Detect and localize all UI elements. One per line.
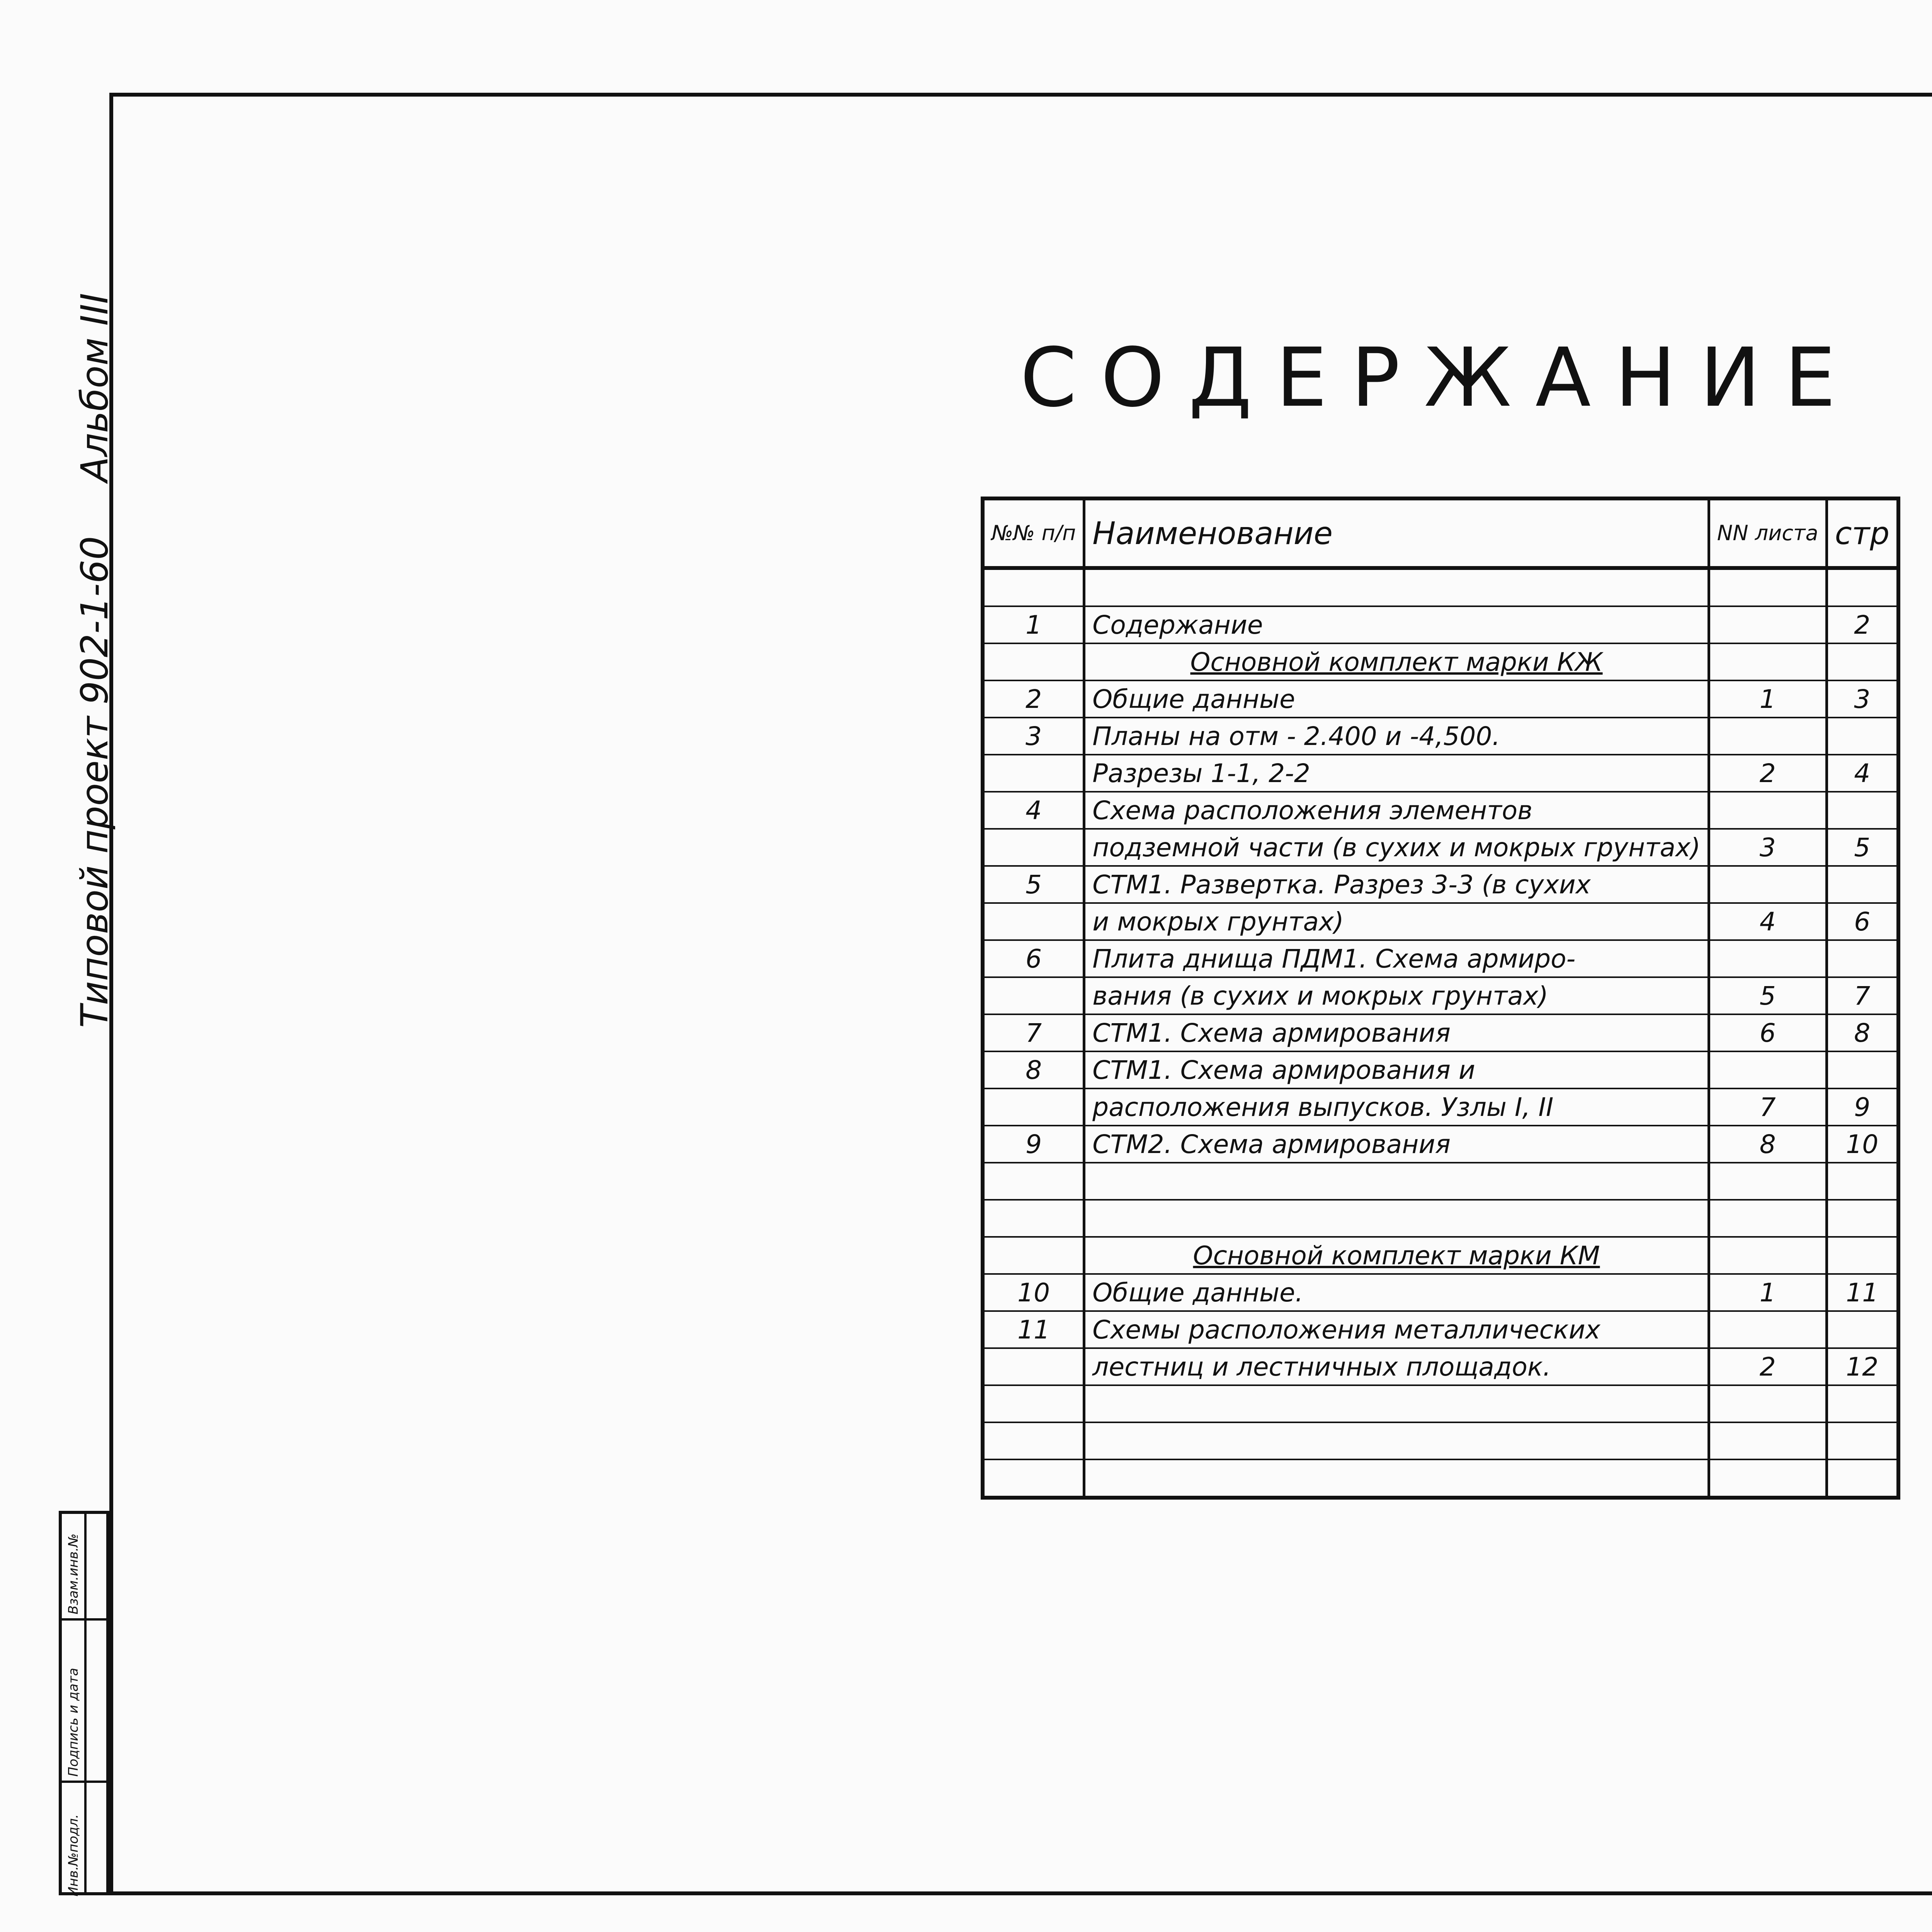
- row-sheet: [1709, 1051, 1827, 1088]
- row-page: [1827, 1311, 1898, 1348]
- row-page: 9: [1827, 1088, 1898, 1126]
- row-number: [983, 643, 1084, 680]
- row-name: Общие данные.: [1084, 1274, 1709, 1311]
- row-name: СТМ1. Схема армирования и: [1084, 1051, 1709, 1088]
- row-name: [1084, 1385, 1709, 1422]
- row-sheet: 4: [1709, 903, 1827, 940]
- row-sheet: [1709, 568, 1827, 606]
- row-name: и мокрых грунтах): [1084, 903, 1709, 940]
- row-page: [1827, 792, 1898, 829]
- table-row: [983, 1014, 1898, 1051]
- row-name: [1084, 1459, 1709, 1498]
- table-row: [983, 718, 1898, 755]
- table-row: [983, 1274, 1898, 1311]
- row-number: [983, 977, 1084, 1014]
- section-row: [983, 643, 1898, 680]
- row-name: СТМ1. Развертка. Разрез 3-3 (в сухих: [1084, 866, 1709, 903]
- row-name: [1084, 1200, 1709, 1237]
- row-sheet: 2: [1709, 1348, 1827, 1385]
- row-sheet: 7: [1709, 1088, 1827, 1126]
- table-row: [983, 940, 1898, 977]
- stamp-label-replace: Взам.инв.№: [66, 1533, 81, 1614]
- row-page: [1827, 866, 1898, 903]
- row-sheet: [1709, 940, 1827, 977]
- header-page: стр: [1827, 498, 1898, 568]
- row-name: Основной комплект марки КМ: [1084, 1237, 1709, 1274]
- row-number: 1: [983, 606, 1084, 643]
- row-sheet: [1709, 792, 1827, 829]
- row-number: [983, 1459, 1084, 1498]
- side-caption: [66, 294, 124, 1028]
- row-sheet: 6: [1709, 1014, 1827, 1051]
- stamp-divider: [62, 1618, 106, 1621]
- row-page: 5: [1827, 829, 1898, 866]
- row-sheet: 3: [1709, 829, 1827, 866]
- row-page: 12: [1827, 1348, 1898, 1385]
- row-number: [983, 1348, 1084, 1385]
- row-number: 5: [983, 866, 1084, 903]
- row-page: [1827, 1385, 1898, 1422]
- row-page: 7: [1827, 977, 1898, 1014]
- table-row: [983, 977, 1898, 1014]
- row-page: 10: [1827, 1126, 1898, 1163]
- row-name: Схема расположения элементов: [1084, 792, 1709, 829]
- row-name: лестниц и лестничных площадок.: [1084, 1348, 1709, 1385]
- row-name: Плита днища ПДМ1. Схема армиро-: [1084, 940, 1709, 977]
- row-name: вания (в сухих и мокрых грунтах): [1084, 977, 1709, 1014]
- row-number: 2: [983, 680, 1084, 718]
- row-page: 3: [1827, 680, 1898, 718]
- page-title: СОДЕРЖАНИЕ: [1020, 330, 1860, 425]
- row-number: [983, 1163, 1084, 1200]
- row-sheet: [1709, 1311, 1827, 1348]
- row-name: [1084, 1422, 1709, 1459]
- row-sheet: [1709, 1163, 1827, 1200]
- row-number: 3: [983, 718, 1084, 755]
- row-name: СТМ2. Схема армирования: [1084, 1126, 1709, 1163]
- row-name: подземной части (в сухих и мокрых грунтах): [1084, 829, 1709, 866]
- section-row: [983, 1237, 1898, 1274]
- row-sheet: [1709, 643, 1827, 680]
- table-row: [983, 1348, 1898, 1385]
- table-row: [983, 1200, 1898, 1237]
- row-sheet: 5: [1709, 977, 1827, 1014]
- row-name: Основной комплект марки КЖ: [1084, 643, 1709, 680]
- row-page: 11: [1827, 1274, 1898, 1311]
- row-number: 8: [983, 1051, 1084, 1088]
- header-name: Наименование: [1084, 498, 1709, 568]
- table-row: [983, 1088, 1898, 1126]
- row-name: Разрезы 1-1, 2-2: [1084, 755, 1709, 792]
- row-page: [1827, 1051, 1898, 1088]
- row-sheet: 2: [1709, 755, 1827, 792]
- row-name: СТМ1. Схема армирования: [1084, 1014, 1709, 1051]
- row-sheet: [1709, 606, 1827, 643]
- header-num: №№ п/п: [983, 498, 1084, 568]
- row-page: 4: [1827, 755, 1898, 792]
- row-sheet: 1: [1709, 680, 1827, 718]
- row-sheet: [1709, 1459, 1827, 1498]
- row-page: [1827, 1163, 1898, 1200]
- row-page: [1827, 1200, 1898, 1237]
- row-name: [1084, 1163, 1709, 1200]
- row-name: Схемы расположения металлических: [1084, 1311, 1709, 1348]
- row-number: [983, 568, 1084, 606]
- table-row: [983, 903, 1898, 940]
- album-caption: Альбом III: [73, 293, 116, 482]
- row-number: [983, 1422, 1084, 1459]
- row-page: [1827, 940, 1898, 977]
- row-page: [1827, 1422, 1898, 1459]
- table-row: [983, 606, 1898, 643]
- row-number: 6: [983, 940, 1084, 977]
- row-sheet: 1: [1709, 1274, 1827, 1311]
- row-number: [983, 1200, 1084, 1237]
- row-number: 4: [983, 792, 1084, 829]
- row-number: [983, 903, 1084, 940]
- approval-stamp-strip: [59, 1511, 109, 1895]
- contents-table: [981, 497, 1900, 1500]
- project-caption: Типовой проект 902-1-60: [73, 536, 116, 1028]
- row-sheet: [1709, 718, 1827, 755]
- row-number: 7: [983, 1014, 1084, 1051]
- table-row: [983, 1422, 1898, 1459]
- stamp-label-sign: Подпись и дата: [66, 1668, 81, 1777]
- row-page: [1827, 643, 1898, 680]
- row-name: [1084, 568, 1709, 606]
- row-sheet: [1709, 1385, 1827, 1422]
- table-row: [983, 1163, 1898, 1200]
- stamp-divider: [62, 1781, 106, 1783]
- row-name: Планы на отм - 2.400 и -4,500.: [1084, 718, 1709, 755]
- row-sheet: 8: [1709, 1126, 1827, 1163]
- table-row: [983, 1459, 1898, 1498]
- table-row: [983, 1126, 1898, 1163]
- table-row: [983, 568, 1898, 606]
- table-row: [983, 866, 1898, 903]
- row-page: [1827, 718, 1898, 755]
- table-row: [983, 1311, 1898, 1348]
- row-number: [983, 829, 1084, 866]
- row-page: [1827, 1459, 1898, 1498]
- row-number: [983, 1237, 1084, 1274]
- table-row: [983, 755, 1898, 792]
- row-number: [983, 1088, 1084, 1126]
- row-number: 11: [983, 1311, 1084, 1348]
- row-number: 10: [983, 1274, 1084, 1311]
- table-row: [983, 1051, 1898, 1088]
- row-page: 8: [1827, 1014, 1898, 1051]
- row-page: [1827, 1237, 1898, 1274]
- header-sheet: NN листа: [1709, 498, 1827, 568]
- row-name: Содержание: [1084, 606, 1709, 643]
- table-row: [983, 1385, 1898, 1422]
- stamp-divider: [84, 1514, 87, 1892]
- row-sheet: [1709, 1422, 1827, 1459]
- row-number: [983, 1385, 1084, 1422]
- row-page: [1827, 568, 1898, 606]
- row-name: расположения выпусков. Узлы I, II: [1084, 1088, 1709, 1126]
- table-row: [983, 829, 1898, 866]
- table-header-row: [983, 498, 1898, 568]
- table-row: [983, 680, 1898, 718]
- row-sheet: [1709, 1237, 1827, 1274]
- row-number: [983, 755, 1084, 792]
- row-sheet: [1709, 1200, 1827, 1237]
- row-page: 6: [1827, 903, 1898, 940]
- row-sheet: [1709, 866, 1827, 903]
- row-page: 2: [1827, 606, 1898, 643]
- table-row: [983, 792, 1898, 829]
- stamp-label-inv: Инв.№подл.: [66, 1814, 81, 1896]
- row-name: Общие данные: [1084, 680, 1709, 718]
- row-number: 9: [983, 1126, 1084, 1163]
